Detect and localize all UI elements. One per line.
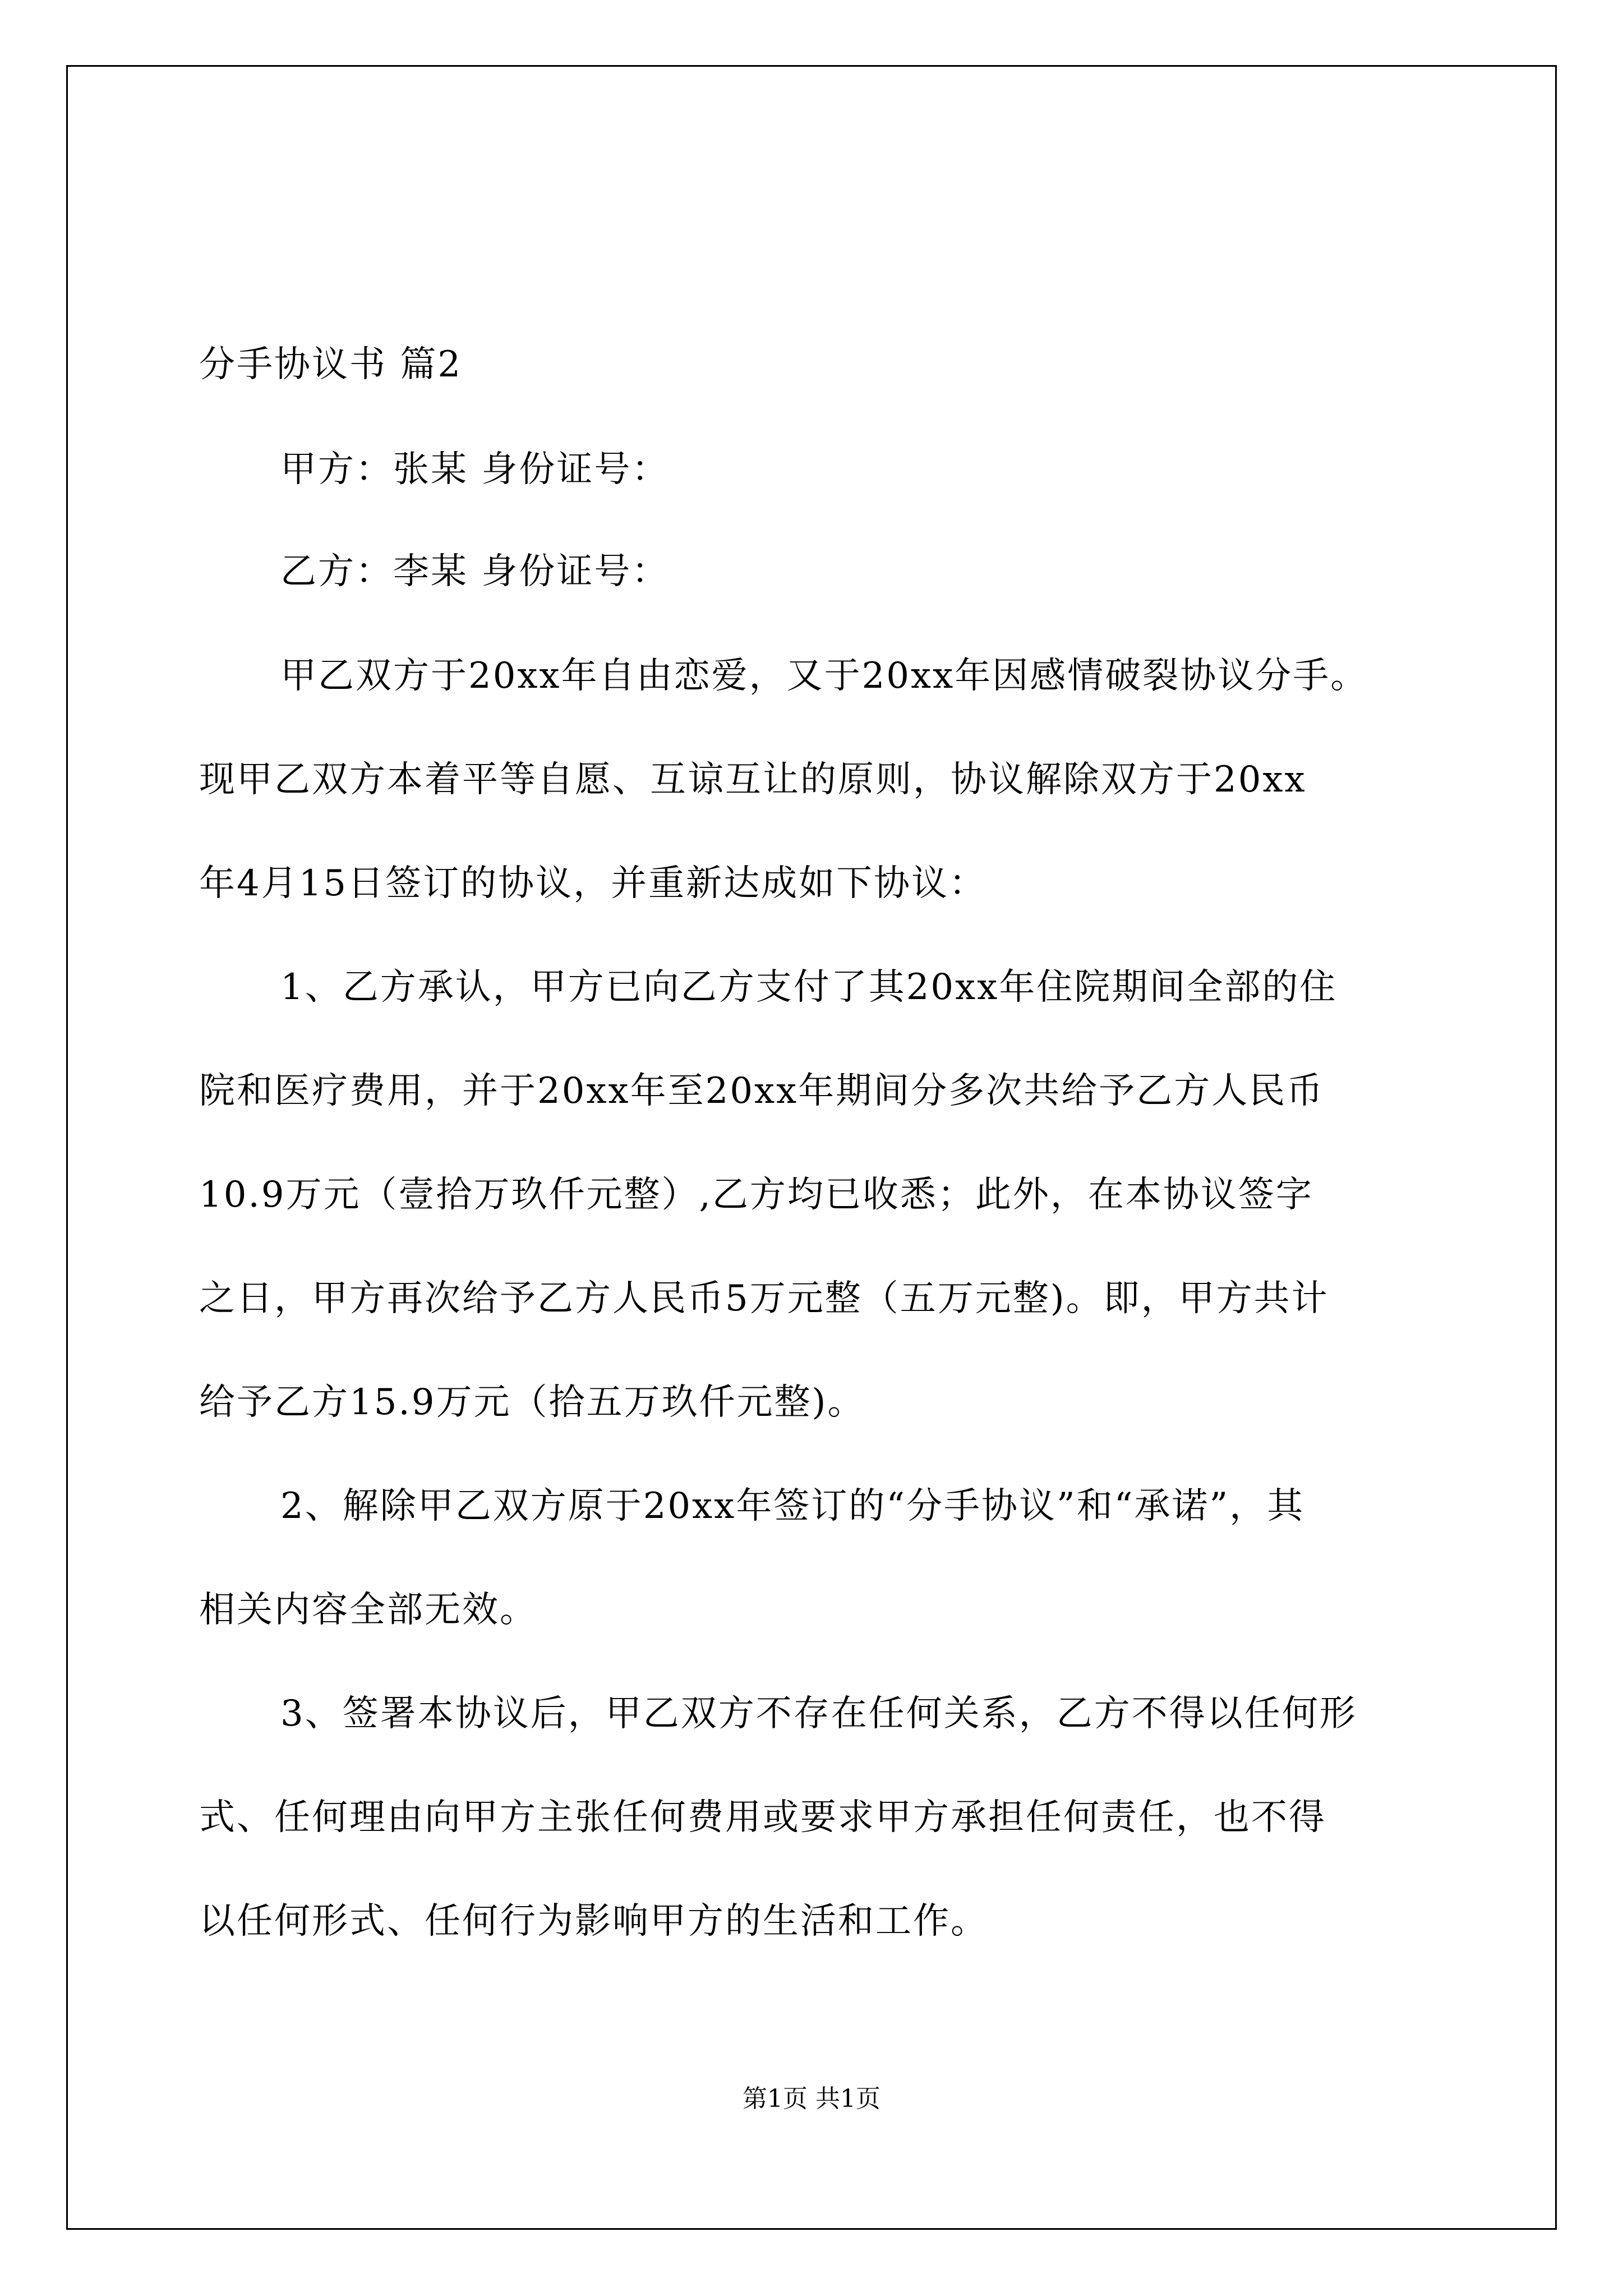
body-line: 年4月15日签订的协议，并重新达成如下协议： (199, 863, 987, 904)
clause-1-line: 院和医疗费用，并于20xx年至20xx年期间分多次共给予乙方人民币 (199, 1070, 1325, 1112)
body-line: 甲乙双方于20xx年自由恋爱，又于20xx年因感情破裂协议分手。 (280, 655, 1368, 697)
clause-2-line: 相关内容全部无效。 (199, 1589, 537, 1631)
document-heading: 分手协议书 篇2 (199, 344, 463, 385)
body-line: 现甲乙双方本着平等自愿、互谅互让的原则，协议解除双方于20xx (199, 759, 1307, 800)
party-b-line: 乙方：李某 身份证号： (280, 551, 670, 592)
clause-1-line: 10.9万元（壹拾万玖仟元整）,乙方均已收悉；此外，在本协议签字 (199, 1174, 1313, 1216)
clause-3-line: 3、签署本协议后，甲乙双方不存在任何关系，乙方不得以任何形 (280, 1693, 1357, 1734)
page-footer: 第1页 共1页 (743, 2085, 880, 2113)
party-a-line: 甲方：张某 身份证号： (280, 449, 670, 490)
clause-3-line: 以任何形式、任何行为影响甲方的生活和工作。 (199, 1901, 988, 1942)
clause-1-line: 给予乙方15.9万元（拾五万玖仟元整)。 (199, 1382, 865, 1423)
clause-2-line: 2、解除甲乙双方原于20xx年签订的“分手协议”和“承诺”，其 (280, 1485, 1305, 1527)
clause-1-line: 1、乙方承认，甲方已向乙方支付了其20xx年住院期间全部的住 (280, 967, 1338, 1008)
clause-3-line: 式、任何理由向甲方主张任何费用或要求甲方承担任何责任，也不得 (199, 1797, 1326, 1838)
clause-1-line: 之日，甲方再次给予乙方人民币5万元整（五万元整)。即，甲方共计 (199, 1278, 1329, 1319)
